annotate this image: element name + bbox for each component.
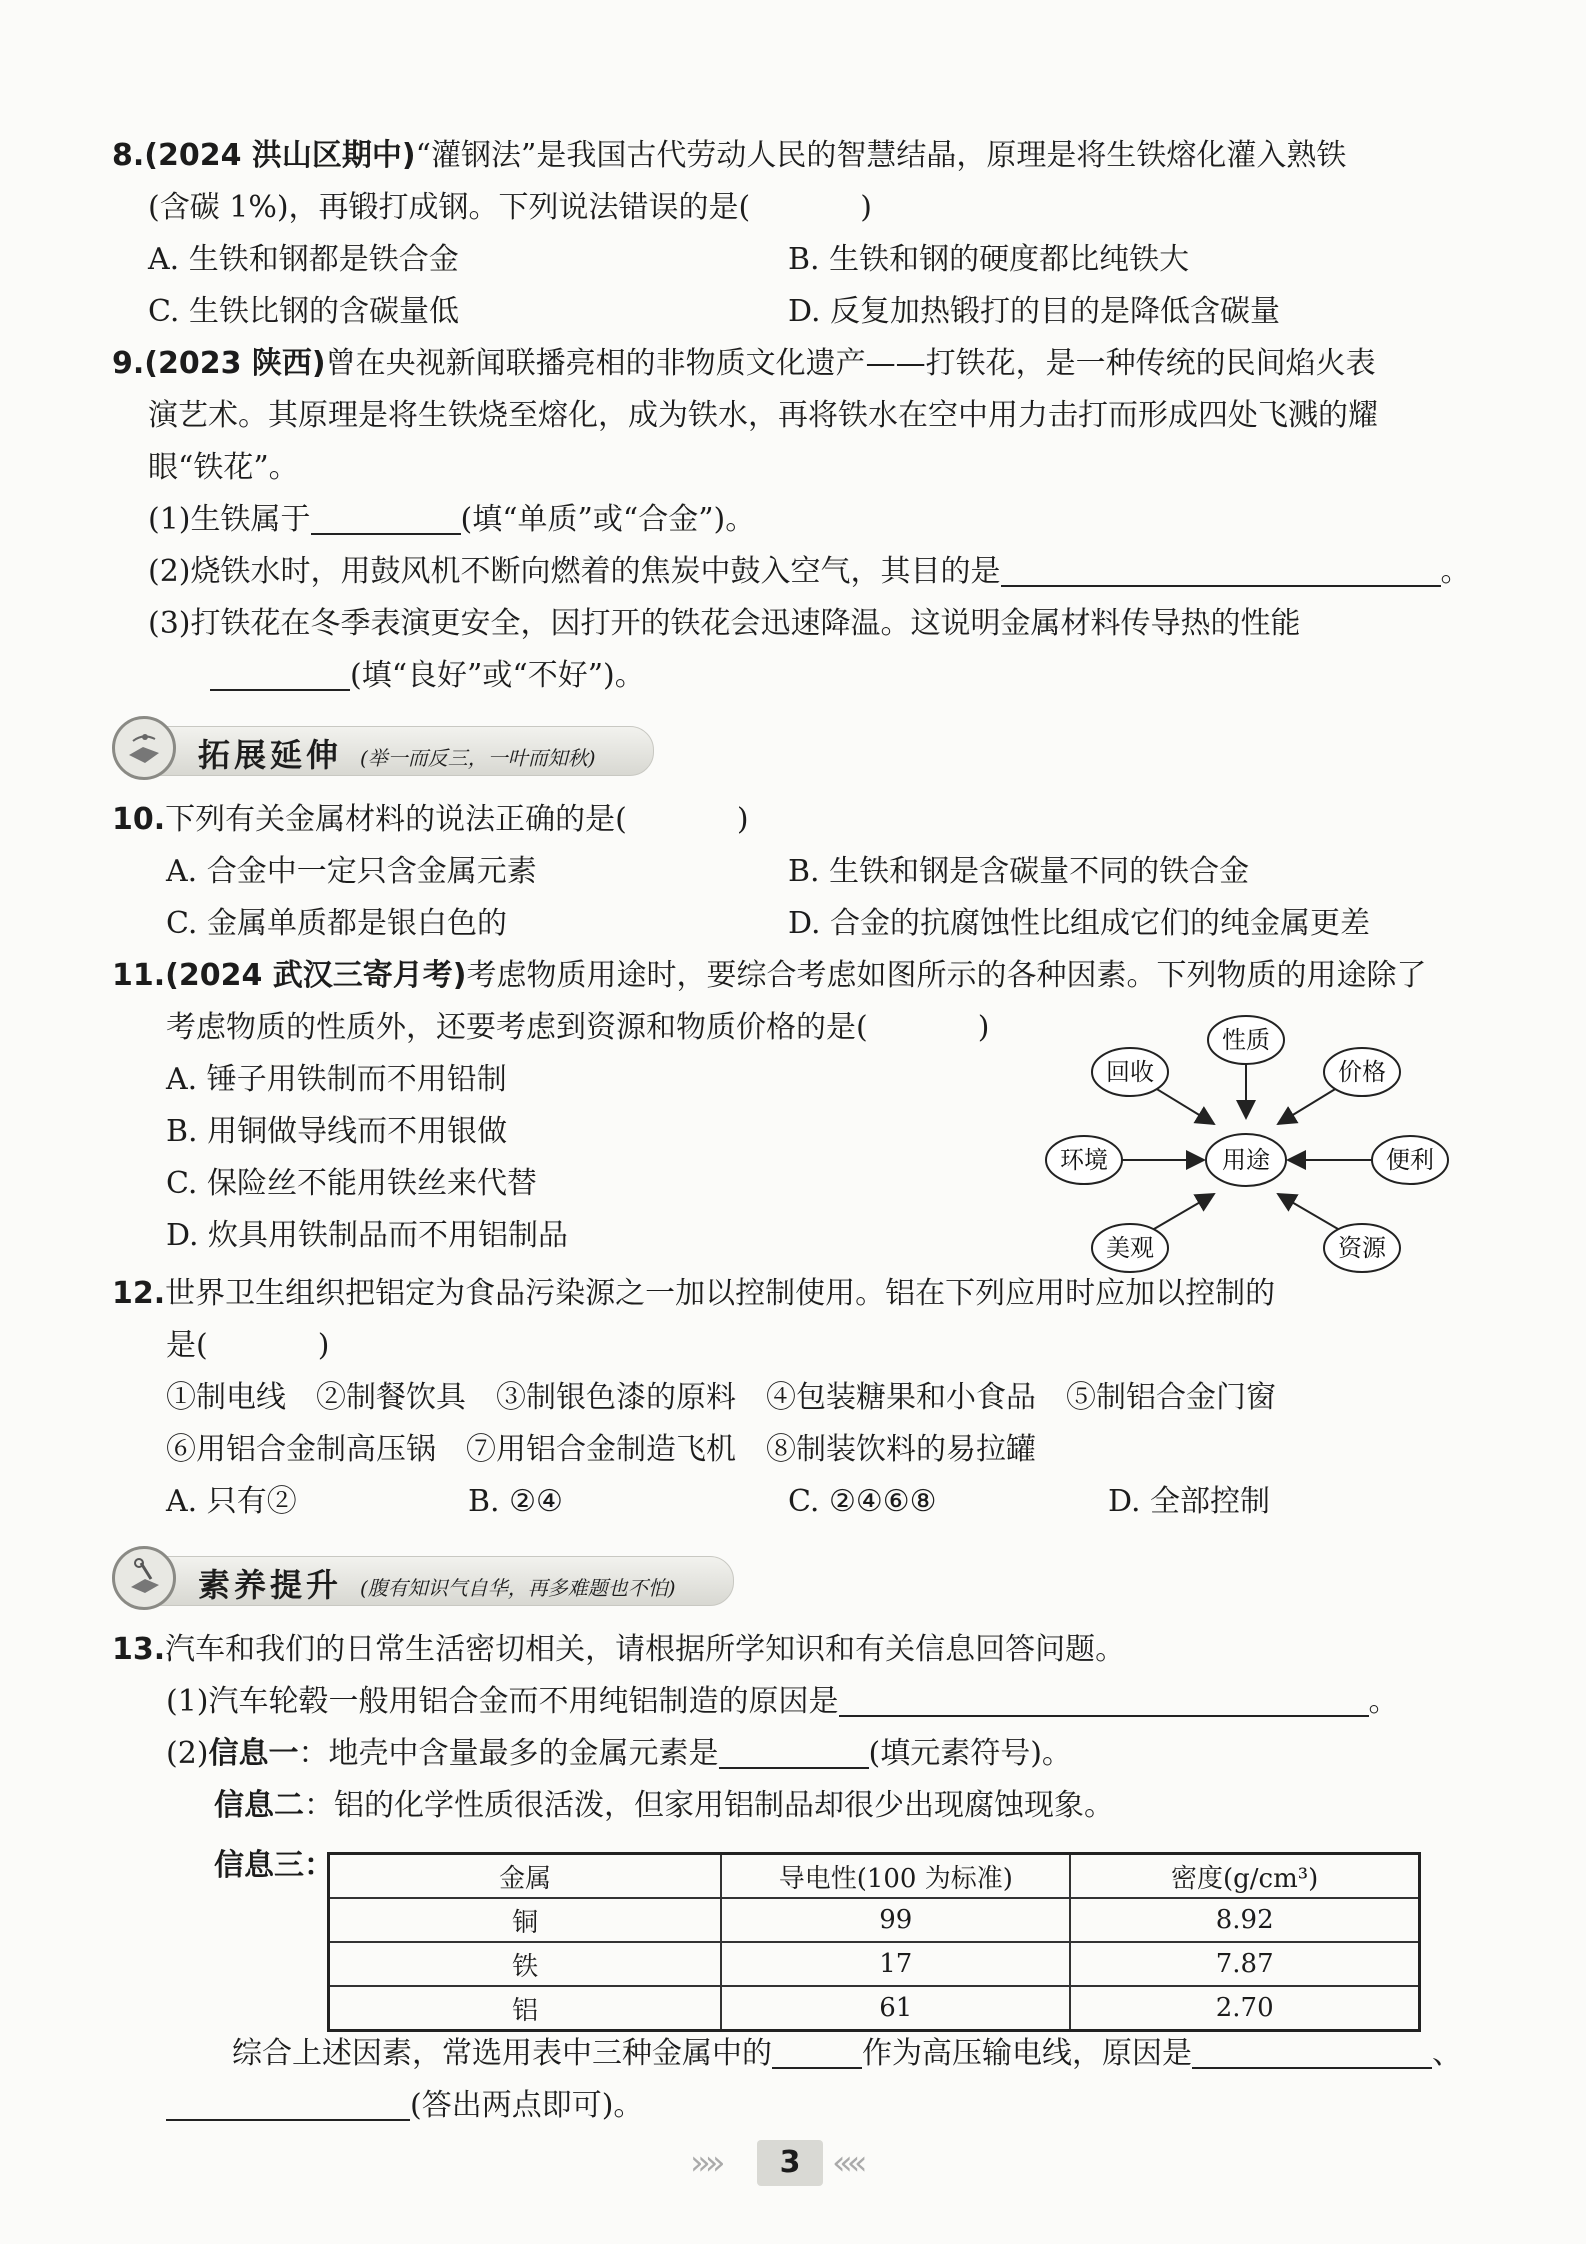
q12-option-b: B. ②④ xyxy=(468,1484,563,1519)
q10-option-c: C. 金属单质都是银白色的 xyxy=(166,906,507,941)
q9-part3-cont xyxy=(210,656,645,696)
table-cell: 铝 xyxy=(329,1986,722,2031)
q12-text2: 是( xyxy=(166,1328,208,1363)
q11-option-c: C. 保险丝不能用铁丝来代替 xyxy=(166,1166,537,1201)
q11-number: 11. xyxy=(112,958,166,993)
q13-info1-text: ：地壳中含量最多的金属元素是 xyxy=(298,1736,719,1771)
q9-p2-text: (2)烧铁水时，用鼓风机不断向燃着的焦炭中鼓入空气，其目的是 xyxy=(148,554,1001,589)
q11-option-a: A. 锤子用铁制而不用铅制 xyxy=(166,1062,507,1097)
q11-text1: 考虑物质用途时，要综合考虑如图所示的各种因素。下列物质的用途除了 xyxy=(466,958,1427,993)
q10-number: 10. xyxy=(112,802,166,837)
q11-option-d: D. 炊具用铁制品而不用铝制品 xyxy=(166,1218,569,1253)
q9-line2: 演艺术。其原理是将生铁烧至熔化，成为铁水，再将铁水在空中用力击打而形成四处飞溅的耀 xyxy=(148,398,1378,433)
node-1-label: 性质 xyxy=(1222,1026,1270,1054)
q9-p2-blank[interactable] xyxy=(1001,555,1441,587)
q13-part1 xyxy=(166,1682,1399,1722)
q8-source: (2024 洪山区期中) xyxy=(144,138,416,173)
q12-line1 xyxy=(112,1274,1275,1314)
q12-option-a: A. 只有② xyxy=(166,1484,297,1519)
q11-paren-close: ) xyxy=(977,1010,990,1045)
q13-text: 汽车和我们的日常生活密切相关，请根据所学知识和有关信息回答问题。 xyxy=(165,1632,1126,1667)
q9-p1-text: (1)生铁属于 xyxy=(148,502,311,537)
q13-info1-hint: (填元素符号)。 xyxy=(868,1736,1072,1771)
q12-paren-close: ) xyxy=(317,1328,330,1363)
section1-subtitle: (举一而反三，一叶而知秋) xyxy=(360,746,596,770)
q13-p1-end: 。 xyxy=(1368,1684,1399,1719)
q9-line1 xyxy=(112,344,1376,384)
q13-p2-label: (2) xyxy=(166,1736,209,1771)
book-icon xyxy=(112,716,176,780)
q8-option-b: B. 生铁和钢的硬度都比纯铁大 xyxy=(788,242,1190,277)
q9-part1 xyxy=(148,500,755,540)
table-row xyxy=(329,1898,1420,1942)
q13-stem xyxy=(112,1630,1125,1670)
q11-option-b: B. 用铜做导线而不用银做 xyxy=(166,1114,508,1149)
section1-title: 拓展延伸 xyxy=(198,736,343,774)
q13-conclusion-cont xyxy=(166,2086,643,2126)
table-cell: 铜 xyxy=(329,1898,722,1942)
q13-info1-label: 信息一 xyxy=(208,1736,299,1771)
q11-line1 xyxy=(112,956,1427,996)
q9-number: 9. xyxy=(112,346,145,381)
q9-text1: 曾在央视新闻联播亮相的非物质文化遗产——打铁花，是一种传统的民间焰火表 xyxy=(325,346,1376,381)
node-7-label: 资源 xyxy=(1338,1234,1386,1262)
q13-concl-text2: 作为高压输电线，原因是 xyxy=(862,2036,1192,2071)
q9-p3-hint: (填“良好”或“不好”)。 xyxy=(350,658,645,693)
q13-reason-blank-1[interactable] xyxy=(1192,2037,1432,2069)
section-header-extension xyxy=(112,716,652,780)
section2-title: 素养提升 xyxy=(198,1566,343,1604)
section2-subtitle: (腹有知识气自华，再多难题也不怕) xyxy=(360,1576,676,1600)
node-3-label: 价格 xyxy=(1338,1058,1386,1086)
q10-option-d: D. 合金的抗腐蚀性比组成它们的纯金属更差 xyxy=(788,906,1371,941)
table-header: 密度(g/cm³) xyxy=(1070,1854,1419,1899)
node-4-label: 环境 xyxy=(1060,1146,1108,1174)
q8-paren-close: ) xyxy=(860,190,872,225)
footer-arrows-right-icon: «« xyxy=(832,2143,862,2183)
q13-p1-text: (1)汽车轮毂一般用铝合金而不用纯铝制造的原因是 xyxy=(166,1684,839,1719)
q13-info2-label: 信息二 xyxy=(214,1788,304,1823)
q13-concl-hint: (答出两点即可)。 xyxy=(410,2088,644,2123)
q10-paren-close: ) xyxy=(736,802,749,837)
q13-info3-label-text: 信息三： xyxy=(214,1848,334,1883)
q9-line3: 眼“铁花”。 xyxy=(148,450,299,485)
q9-p1-blank[interactable] xyxy=(311,503,461,535)
q13-p1-blank[interactable] xyxy=(839,1685,1369,1717)
q12-number: 12. xyxy=(112,1276,166,1311)
table-cell: 8.92 xyxy=(1070,1898,1419,1942)
q11-line2 xyxy=(166,1008,989,1048)
q10-option-a: A. 合金中一定只含金属元素 xyxy=(166,854,537,889)
q10-option-b: B. 生铁和钢是含碳量不同的铁合金 xyxy=(788,854,1250,889)
q9-p1-hint: (填“单质”或“合金”)。 xyxy=(460,502,756,537)
q13-info2 xyxy=(214,1786,1114,1826)
q8-text2: (含碳 1%)，再锻打成钢。下列说法错误的是( xyxy=(148,190,751,225)
table-row xyxy=(329,1942,1420,1986)
q13-info1 xyxy=(166,1734,1072,1774)
table-cell: 99 xyxy=(721,1898,1070,1942)
q9-part2 xyxy=(148,552,1471,592)
q13-info2-text: ：铝的化学性质很活泼，但家用铝制品却很少出现腐蚀现象。 xyxy=(304,1788,1114,1823)
node-6-label: 美观 xyxy=(1106,1234,1154,1262)
q8-option-a: A. 生铁和钢都是铁合金 xyxy=(148,242,459,277)
q12-items2: ⑥用铝合金制高压锅 ⑦用铝合金制造飞机 ⑧制装饮料的易拉罐 xyxy=(166,1432,1036,1467)
q8-line2 xyxy=(148,188,872,228)
q12-line2 xyxy=(166,1326,329,1366)
q13-info1-blank[interactable] xyxy=(719,1737,869,1769)
table-header: 金属 xyxy=(329,1854,722,1899)
node-2-label: 回收 xyxy=(1106,1058,1154,1086)
q13-info3-label xyxy=(214,1846,334,1886)
table-row xyxy=(329,1986,1420,2031)
q9-p3-blank[interactable] xyxy=(210,659,350,691)
q12-text1: 世界卫生组织把铝定为食品污染源之一加以控制使用。铝在下列应用时应加以控制的 xyxy=(165,1276,1276,1311)
q13-concl-text1: 综合上述因素，常选用表中三种金属中的 xyxy=(232,2036,772,2071)
table-header-row xyxy=(329,1854,1420,1899)
q10-stem xyxy=(112,800,749,840)
q13-number: 13. xyxy=(112,1632,166,1667)
q12-option-c: C. ②④⑥⑧ xyxy=(788,1484,937,1519)
table-cell: 7.87 xyxy=(1070,1942,1419,1986)
q13-reason-blank-2[interactable] xyxy=(166,2089,410,2121)
q9-source: (2023 陕西) xyxy=(144,346,326,381)
q8-text1: “灌钢法”是我国古代劳动人民的智慧结晶，原理是将生铁熔化灌入熟铁 xyxy=(415,138,1347,173)
q8-line1 xyxy=(112,136,1346,176)
table-cell: 2.70 xyxy=(1070,1986,1419,2031)
node-center-label: 用途 xyxy=(1222,1146,1270,1174)
q8-number: 8. xyxy=(112,138,145,173)
q12-items1: ①制电线 ②制餐饮具 ③制银色漆的原料 ④包装糖果和小食品 ⑤制铝合金门窗 xyxy=(166,1380,1276,1415)
q10-text: 下列有关金属材料的说法正确的是( xyxy=(165,802,627,837)
q13-metal-blank[interactable] xyxy=(772,2037,862,2069)
table-cell: 17 xyxy=(721,1942,1070,1986)
q8-option-c: C. 生铁比钢的含碳量低 xyxy=(148,294,459,329)
table-header: 导电性(100 为标准) xyxy=(721,1854,1070,1899)
q12-option-d: D. 全部控制 xyxy=(1108,1484,1271,1519)
metal-properties-table xyxy=(327,1852,1421,2032)
q11-text2: 考虑物质的性质外，还要考虑到资源和物质价格的是( xyxy=(166,1010,868,1045)
section-header-literacy xyxy=(112,1546,732,1610)
writing-icon xyxy=(112,1546,176,1610)
q9-part3: (3)打铁花在冬季表演更安全，因打开的铁花会迅速降温。这说明金属材料传导热的性能 xyxy=(148,606,1301,641)
q11-source: (2024 武汉三寄月考) xyxy=(165,958,467,993)
node-5-label: 便利 xyxy=(1386,1146,1434,1174)
footer-arrows-left-icon: »» xyxy=(690,2143,720,2183)
q13-concl-sep: 、 xyxy=(1432,2036,1462,2071)
page-number: 3 xyxy=(757,2140,823,2186)
table-cell: 铁 xyxy=(329,1942,722,1986)
q9-p2-end: 。 xyxy=(1440,554,1471,589)
usage-factors-diagram xyxy=(1040,1010,1460,1280)
q8-option-d: D. 反复加热锻打的目的是降低含碳量 xyxy=(788,294,1281,329)
q13-conclusion xyxy=(232,2034,1462,2074)
table-cell: 61 xyxy=(721,1986,1070,2031)
